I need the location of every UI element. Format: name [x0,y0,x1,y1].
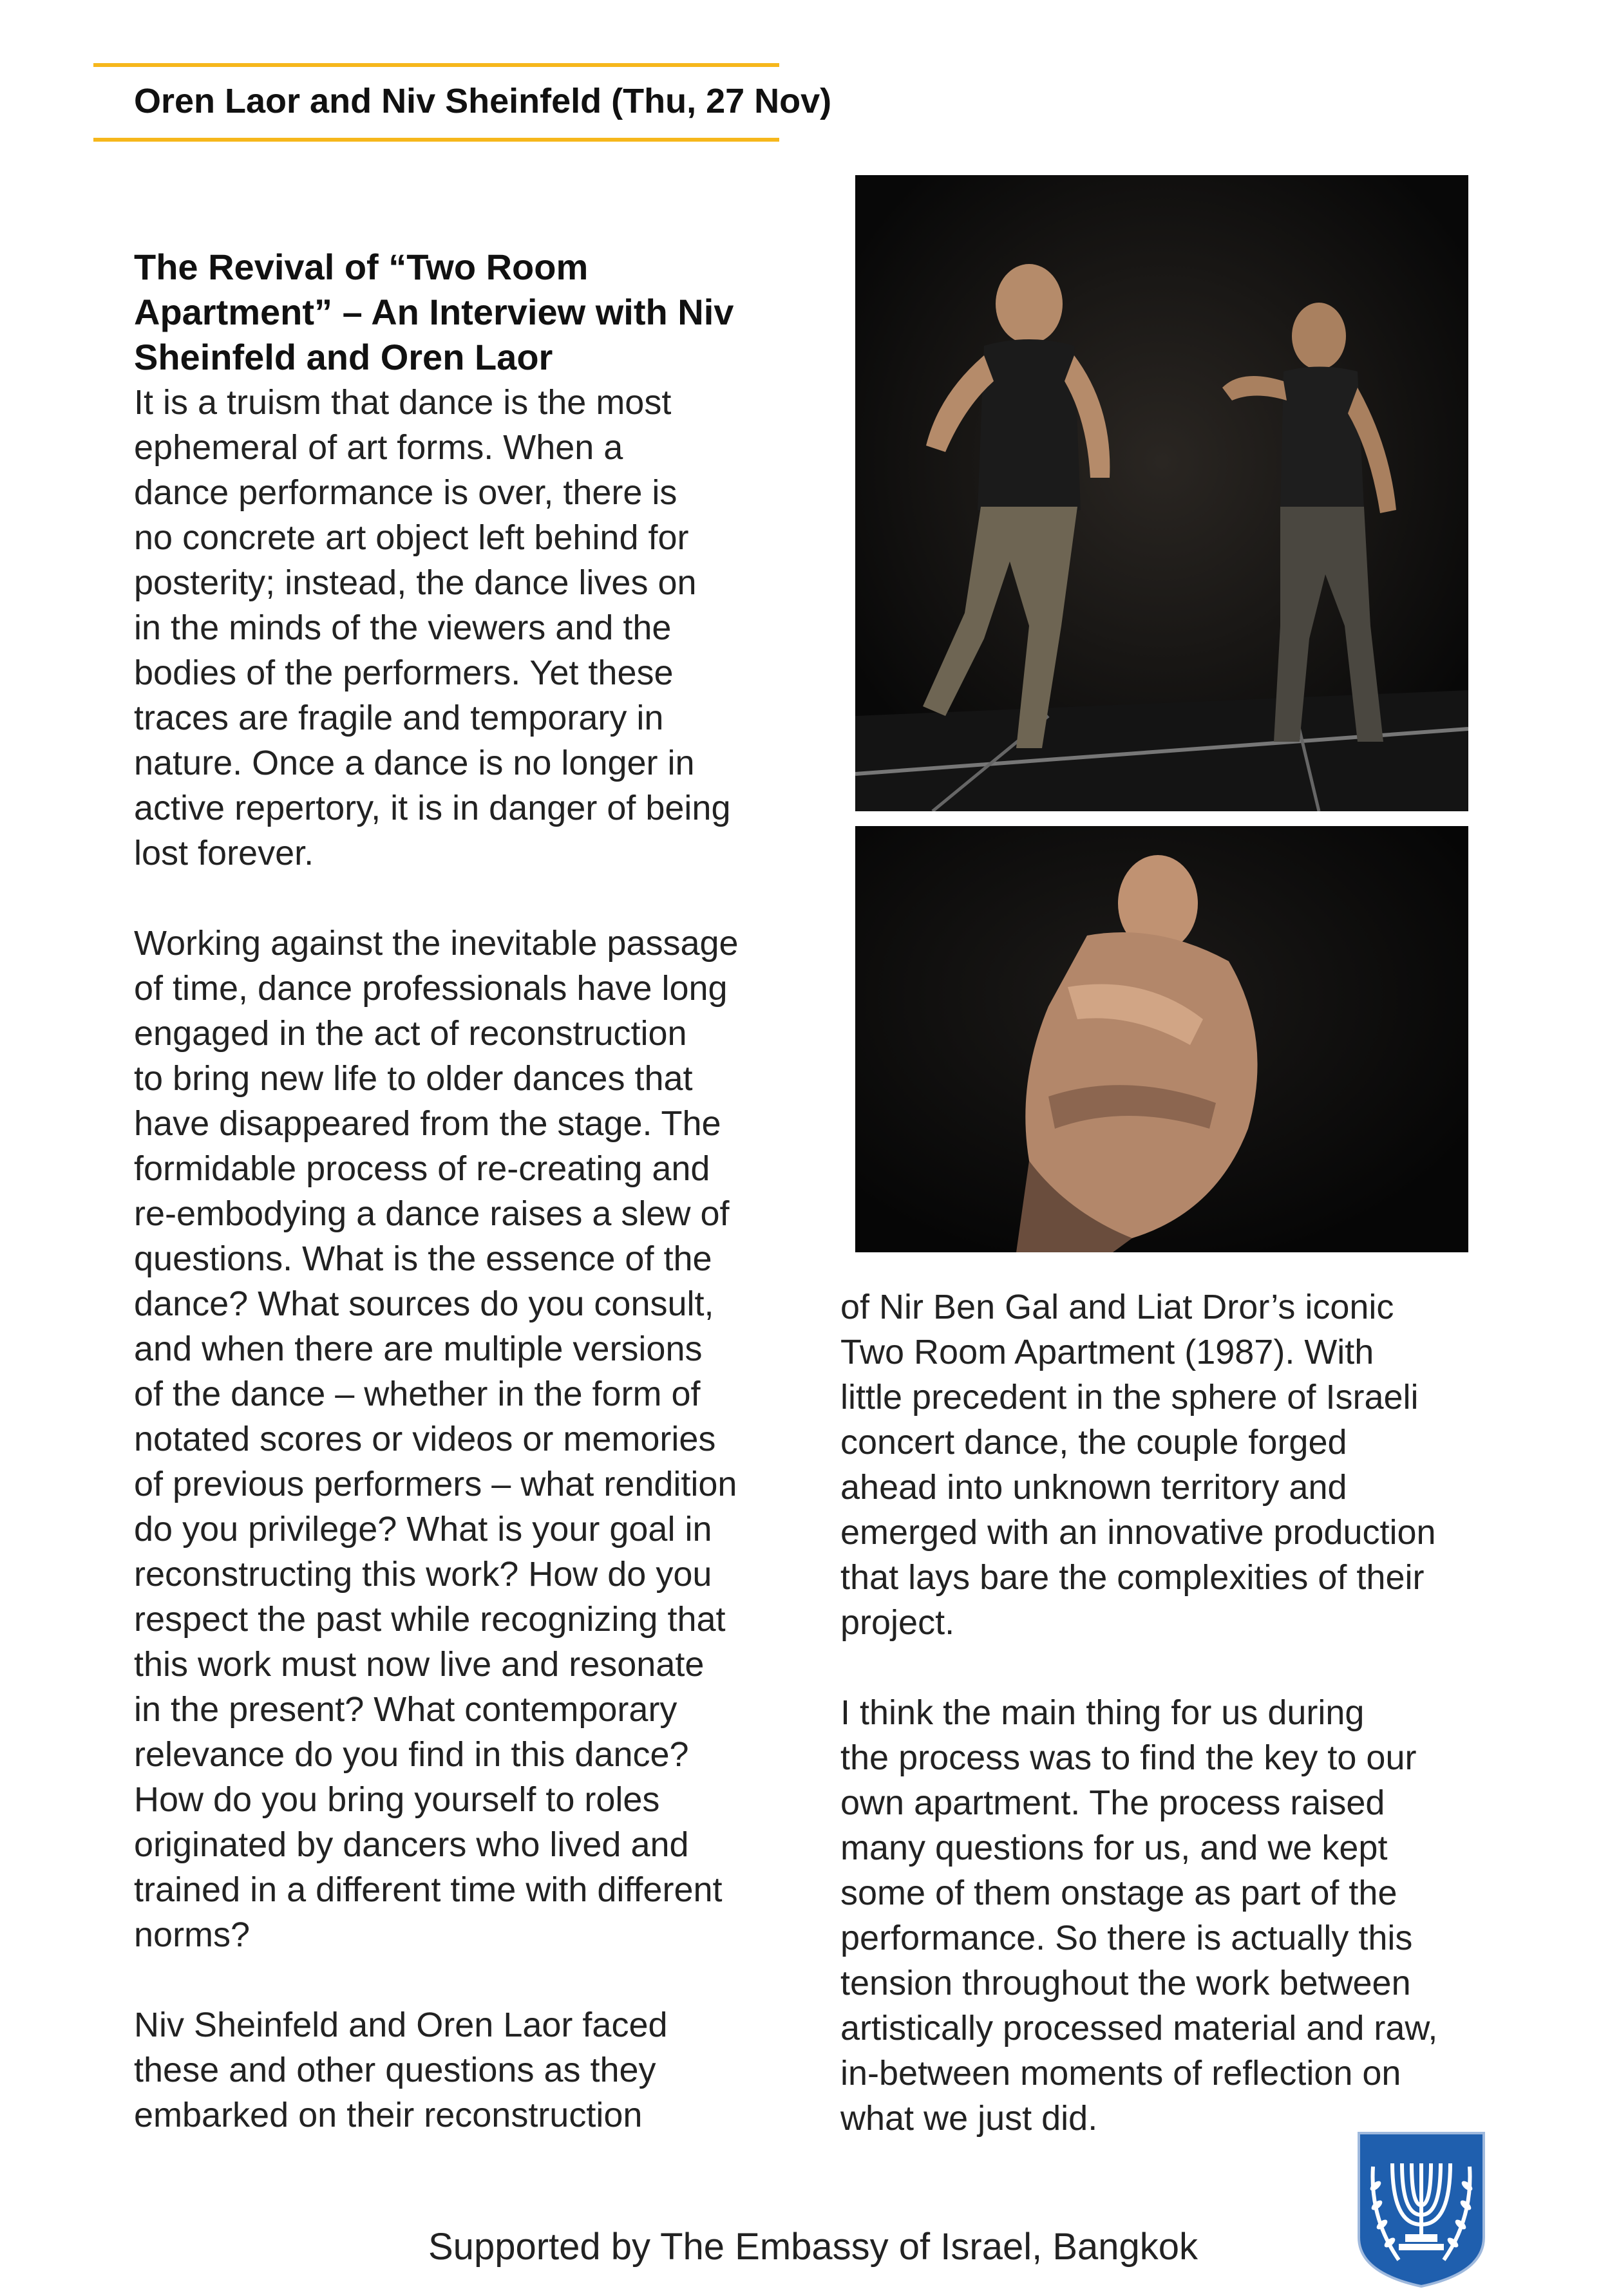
text-line: originated by dancers who lived and [134,1825,689,1864]
paragraph-intro [134,380,791,876]
text-line: the process was to find the key to our [840,1738,1417,1777]
text-line: re-embodying a dance raises a slew of [134,1194,730,1233]
text-line: this work must now live and resonate [134,1645,705,1684]
text-line: bodies of the performers. Yet these [134,654,674,692]
emblem-of-israel-icon-graphic [1354,2128,1489,2289]
text-line: formidable process of re-creating and [134,1149,710,1188]
text-line: of time, dance professionals have long [134,969,728,1008]
text-line: engaged in the act of reconstruction [134,1014,687,1053]
text-line: many questions for us, and we kept [840,1829,1388,1867]
sponsor-credit: Supported by The Embassy of Israel, Bangkok [428,2226,1198,2268]
text-line: questions. What is the essence of the [134,1239,712,1278]
text-line: dance performance is over, there is [134,473,677,512]
text-line: embarked on their reconstruction [134,2096,643,2134]
paragraph-quote [840,1690,1497,2141]
dance-photo-duet [855,175,1468,811]
text-line: in the minds of the viewers and the [134,608,672,647]
text-line: project. [840,1603,955,1642]
text-line: that lays bare the complexities of their [840,1558,1425,1597]
text-line: notated scores or videos or memories [134,1420,716,1458]
text-line: these and other questions as they [134,2051,656,2089]
text-line: and when there are multiple versions [134,1330,703,1368]
text-line: own apartment. The process raised [840,1783,1385,1822]
text-line: some of them onstage as part of the [840,1874,1397,1912]
dance-photo-solo [855,826,1468,1252]
text-line: in-between moments of reflection on [840,2054,1401,2093]
text-line: posterity; instead, the dance lives on [134,563,697,602]
article-title-line: Apartment” – An Interview with Niv [134,292,734,332]
text-line: How do you bring yourself to roles [134,1780,660,1819]
paragraph-two-room-apartment [840,1284,1497,1645]
text-line: ahead into unknown territory and [840,1468,1347,1507]
text-line: Two Room Apartment (1987). With [840,1333,1374,1371]
text-line: trained in a different time with different [134,1870,723,1909]
paragraph-reconstruction [134,921,791,1957]
text-line: of the dance – whether in the form of [134,1375,701,1413]
text-line: I think the main thing for us during [840,1693,1365,1732]
text-line: no concrete art object left behind for [134,518,689,557]
text-line: norms? [134,1915,251,1954]
text-line: respect the past while recognizing that [134,1600,726,1639]
text-line: nature. Once a dance is no longer in [134,744,695,782]
emblem-of-israel-icon [1354,2128,1489,2289]
text-line: concert dance, the couple forged [840,1423,1347,1462]
text-line: relevance do you find in this dance? [134,1735,689,1774]
text-line: tension throughout the work between [840,1964,1411,2002]
article-title-line: The Revival of “Two Room [134,247,589,287]
page-header-title: Oren Laor and Niv Sheinfeld (Thu, 27 Nov) [134,82,832,120]
text-line: of previous performers – what rendition [134,1465,737,1503]
text-line: traces are fragile and temporary in [134,699,664,737]
header-rule-bottom [93,138,779,142]
text-line: of Nir Ben Gal and Liat Dror’s iconic [840,1288,1394,1326]
text-line: reconstructing this work? How do you [134,1555,712,1594]
text-line: artistically processed material and raw, [840,2009,1438,2047]
text-line: to bring new life to older dances that [134,1059,693,1098]
text-line: Working against the inevitable passage [134,924,739,963]
text-line: do you privilege? What is your goal in [134,1510,712,1548]
text-line: little precedent in the sphere of Israeli [840,1378,1419,1416]
text-line: active repertory, it is in danger of being [134,789,731,827]
paragraph-faced [134,2002,791,2138]
text-line: emerged with an innovative production [840,1513,1436,1552]
dance-photo-duet-image [855,175,1468,811]
text-line: in the present? What contemporary [134,1690,677,1729]
article-left-column [134,245,791,2138]
paragraph-spacer [840,1645,1497,1690]
text-line: dance? What sources do you consult, [134,1284,714,1323]
text-line: It is a truism that dance is the most [134,383,672,422]
paragraph-spacer [134,876,791,921]
dance-photo-solo-image [855,826,1468,1252]
text-line: lost forever. [134,834,314,872]
text-line: Niv Sheinfeld and Oren Laor faced [134,2006,668,2044]
text-line: ephemeral of art forms. When a [134,428,623,467]
text-line: performance. So there is actually this [840,1919,1413,1957]
text-line: have disappeared from the stage. The [134,1104,721,1143]
article-title [134,245,791,380]
article-right-column [840,1284,1497,2141]
header-rule-top [93,63,779,67]
text-line: what we just did. [840,2099,1098,2138]
paragraph-spacer [134,1957,791,2002]
article-title-line: Sheinfeld and Oren Laor [134,337,553,377]
